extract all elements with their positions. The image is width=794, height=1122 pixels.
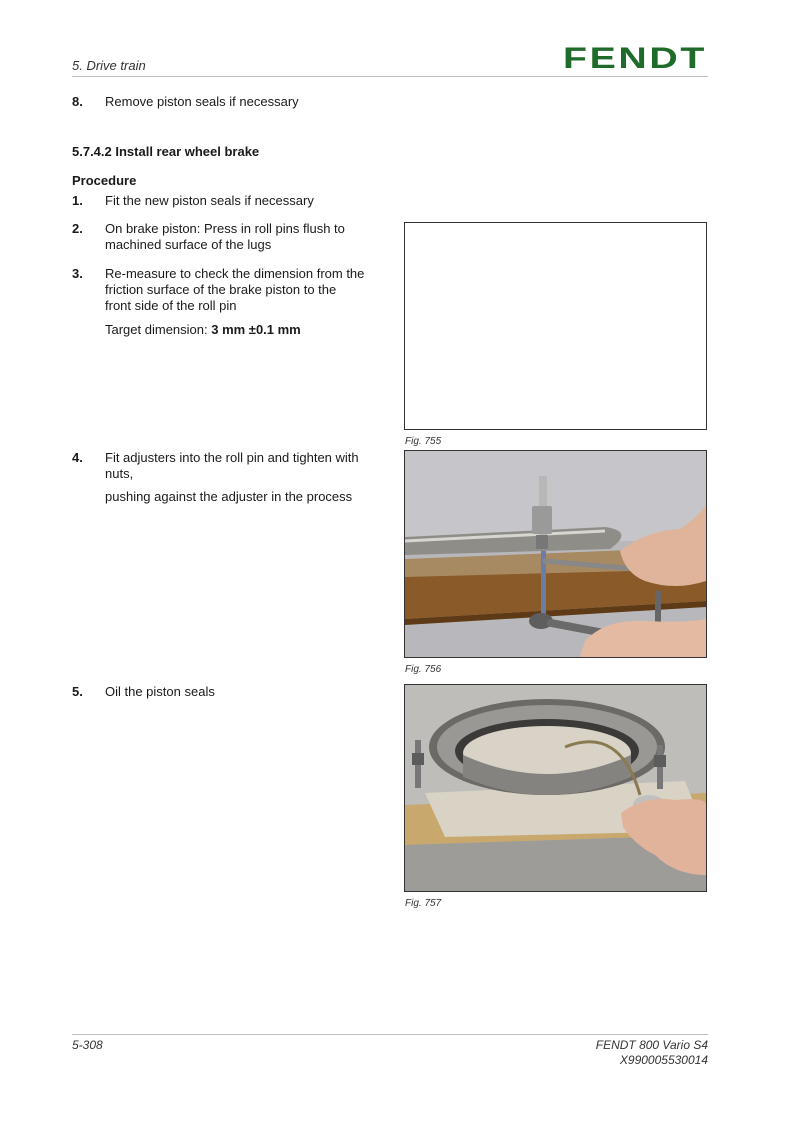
model-name: FENDT 800 Vario S4 [595,1038,708,1052]
figure-757-photo [404,684,707,892]
step-number: 8. [72,94,83,109]
footer-divider [72,1034,708,1035]
step-text: Remove piston seals if necessary [105,94,299,109]
step-number: 1. [72,193,83,208]
footer-doc-info [596,1038,708,1068]
step-text: On brake piston: Press in roll pins flush to machined surface of the lugs [105,221,345,252]
step-number: 5. [72,684,83,699]
step-text: Fit adjusters into the roll pin and tighten with nuts, [105,450,359,481]
figure-756-photo [404,450,707,658]
step-text: Fit the new piston seals if necessary [105,193,314,208]
step-number: 3. [72,266,83,281]
target-value: 3 mm ±0.1 mm [211,322,301,337]
figure-caption: Fig. 756 [405,664,442,675]
target-dimension: Target dimension: 3 mm ±0.1 mm [105,322,301,337]
fendt-logo [562,44,708,72]
section-heading: 5.7.4.2 Install rear wheel brake [72,144,260,159]
step-number: 2. [72,221,83,236]
figure-caption: Fig. 755 [405,436,442,447]
brake-adjuster-photo [405,451,706,657]
svg-text:FENDT: FENDT [563,44,707,72]
document-id: X990005530014 [619,1053,708,1067]
step-text: Re-measure to check the dimension from the friction surface of the brake piston to the front side of the roll pin [105,266,365,313]
procedure-label: Procedure [72,173,137,188]
figure-caption: Fig. 757 [405,898,442,909]
page-number: 5-308 [72,1038,103,1052]
figure-755-blank [404,222,707,430]
oiling-seals-photo [405,685,706,891]
step-text: Oil the piston seals [105,684,215,699]
step-number: 4. [72,450,83,465]
header-section-title: 5. Drive train [72,58,146,73]
step-extra-text: pushing against the adjuster in the process [105,489,353,504]
header-divider [72,76,708,77]
